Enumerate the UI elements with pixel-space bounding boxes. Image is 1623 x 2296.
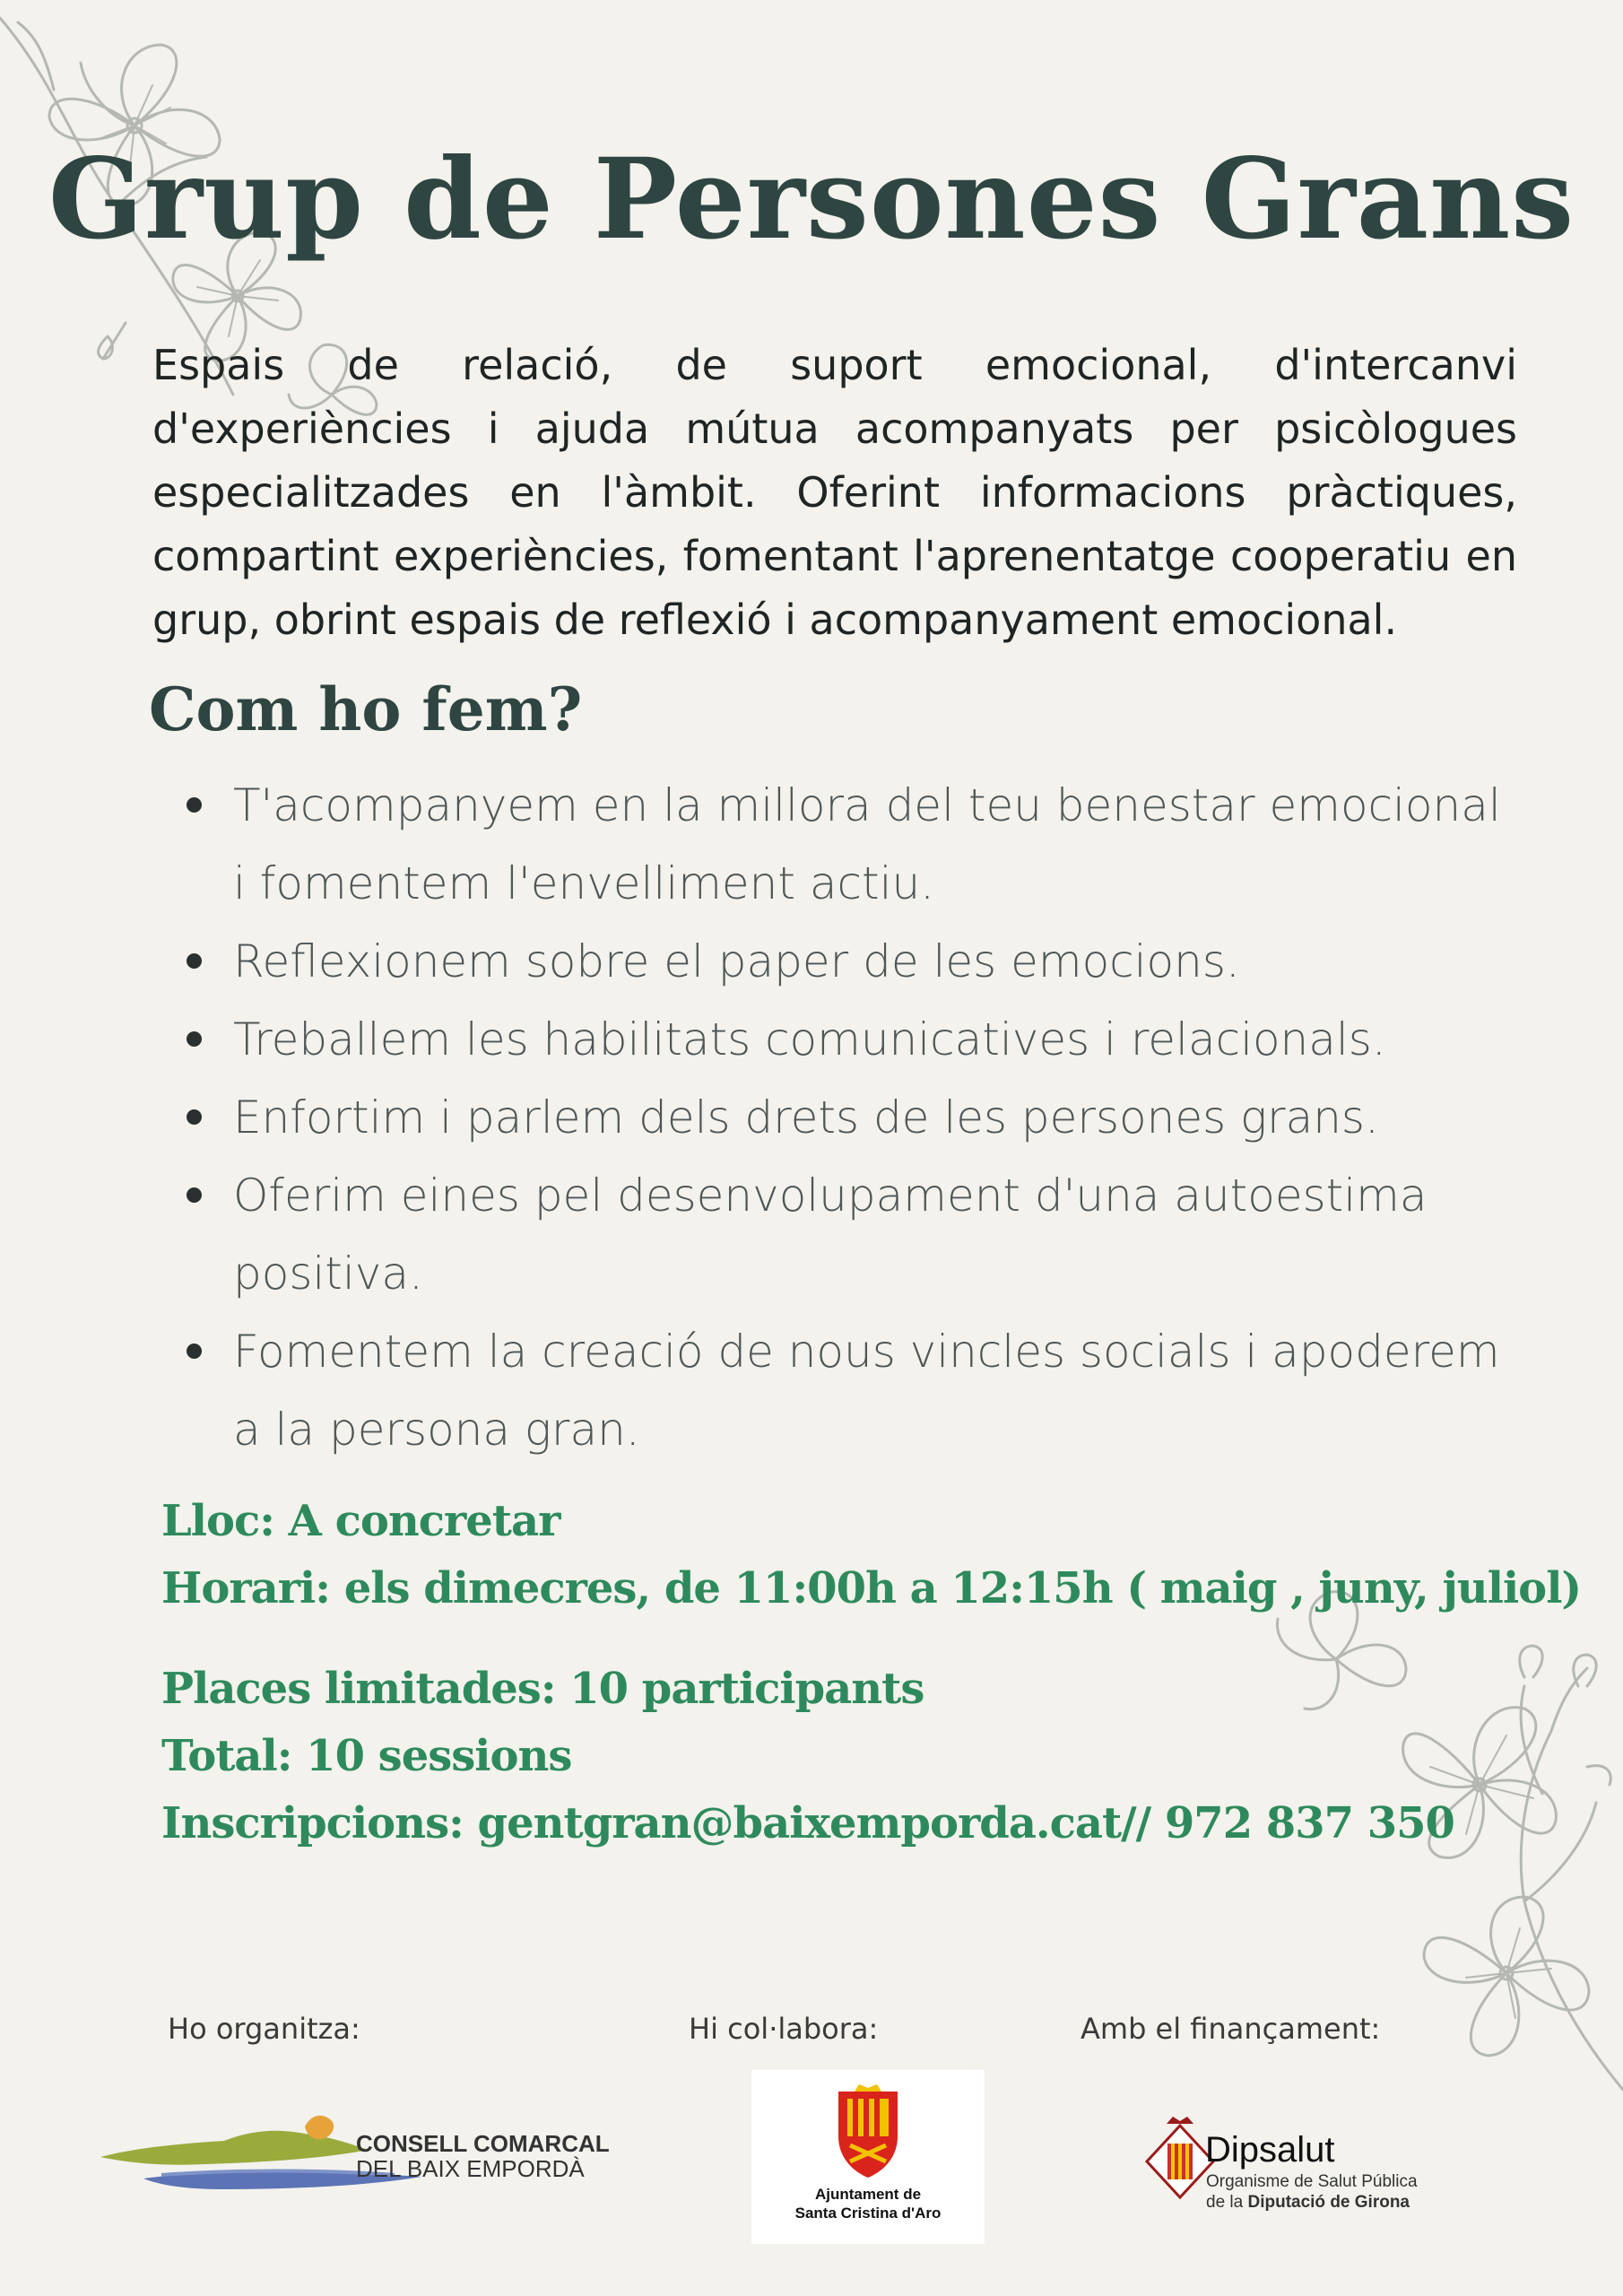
page-title: Grup de Persones Grans	[48, 135, 1575, 265]
organizer-label: Ho organitza:	[168, 2012, 360, 2046]
list-item: Enfortim i parlem dels drets de les persones grans.	[143, 1079, 1524, 1157]
ajuntament-logo	[751, 2070, 985, 2244]
dipsalut-line1: Organisme de Salut Pública	[1206, 2172, 1418, 2191]
intro-paragraph: Espais de relació, de suport emocional, d'intercanvi d'experiències i ajuda mútua acompanyats per psicòlogues especialitzades en l'àmbit. Oferint informacions pràctiques, compartint experiències, fomentant l'aprenentatge cooperatiu en grup, obrint espais de reflexió i acompanyament emocional.	[152, 341, 1517, 644]
places-info: Places limitades: 10 participants	[161, 1664, 924, 1714]
dipsalut-line2-prefix: de la	[1206, 2193, 1248, 2212]
dipsalut-name: Dipsalut	[1205, 2130, 1335, 2170]
shield-icon	[828, 2083, 908, 2183]
logo1-line1: CONSELL COMARCAL	[356, 2130, 610, 2157]
logo2-line2: Santa Cristina d'Aro	[794, 2205, 942, 2222]
sessions-info: Total: 10 sessions	[161, 1731, 572, 1781]
activity-list	[143, 767, 1524, 1469]
list-item: Fomentem la creació de nous vincles socials i apoderem a la persona gran.	[143, 1313, 1524, 1469]
registration-info: Inscripcions: gentgran@baixemporda.cat// 972 837 350	[161, 1798, 1454, 1848]
list-item: Reflexionem sobre el paper de les emocions.	[143, 923, 1524, 1001]
list-item: T'acompanyem en la millora del teu benestar emocional i fomentem l'envelliment actiu.	[143, 767, 1524, 923]
logo2-line1: Ajuntament de	[814, 2186, 922, 2203]
dipsalut-line2	[1206, 2192, 1418, 2213]
logo1-line2: DEL BAIX EMPORDÀ	[356, 2155, 585, 2182]
section-heading: Com ho fem?	[149, 674, 583, 744]
dipsalut-subtitle	[1206, 2171, 1418, 2213]
location-info: Lloc: A concretar	[161, 1496, 560, 1546]
dipsalut-line2-bold: Diputació de Girona	[1247, 2193, 1410, 2212]
consell-comarcal-name	[356, 2131, 610, 2181]
schedule-info: Horari: els dimecres, de 11:00h a 12:15h ( maig , juny, juliol)	[161, 1563, 1582, 1613]
ajuntament-name	[751, 2185, 985, 2222]
list-item: Oferim eines pel desenvolupament d'una autoestima positiva.	[143, 1157, 1524, 1313]
funding-label: Amb el finançament:	[1081, 2012, 1381, 2046]
collaborator-label: Hi col·labora:	[689, 2012, 879, 2046]
list-item: Treballem les habilitats comunicatives i relacionals.	[143, 1001, 1524, 1079]
